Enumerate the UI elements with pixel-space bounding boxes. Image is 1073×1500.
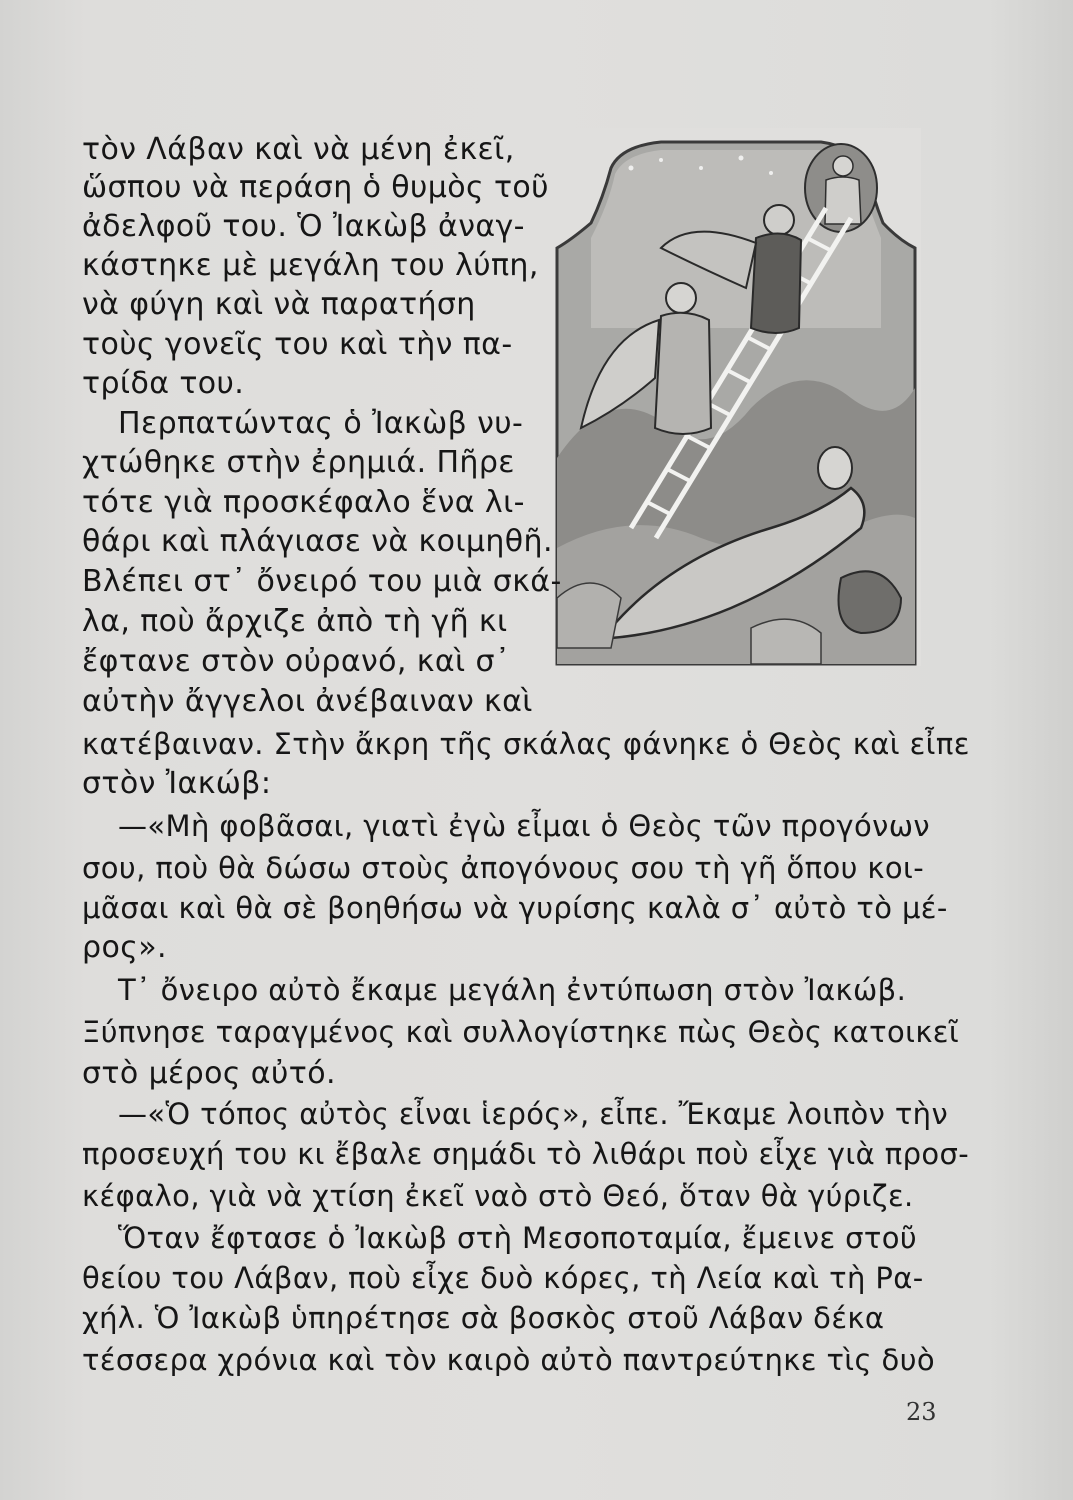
text-line: ἀδελφοῦ του. Ὁ Ἰακὼβ ἀναγ- bbox=[82, 209, 525, 244]
text-line: τέσσερα χρόνια καὶ τὸν καιρὸ αὐτὸ παντρεύτηκε τὶς δυὸ bbox=[82, 1343, 936, 1377]
text-line: κατέβαιναν. Στὴν ἄκρη τῆς σκάλας φάνηκε ὁ Θεὸς καὶ εἶπε bbox=[82, 727, 970, 761]
text-line: σου, ποὺ θὰ δώσω στοὺς ἀπογόνους σου τὴ γῆ ὅπου κοι- bbox=[82, 851, 925, 885]
text-line: —«Μὴ φοβᾶσαι, γιατὶ ἐγὼ εἶμαι ὁ Θεὸς τῶν προγόνων bbox=[118, 809, 931, 843]
text-line: χήλ. Ὁ Ἰακὼβ ὑπηρέτησε σὰ βοσκὸς στοῦ Λάβαν δέκα bbox=[82, 1301, 885, 1335]
text-line: —«Ὁ τόπος αὐτὸς εἶναι ἱερός», εἶπε. Ἔκαμε λοιπὸν τὴν bbox=[118, 1097, 949, 1131]
text-line: αὐτὴν ἄγγελοι ἀνέβαιναν καὶ bbox=[82, 684, 533, 719]
text-line: μᾶσαι καὶ θὰ σὲ βοηθήσω νὰ γυρίσης καλὰ σ᾿ αὐτὸ τὸ μέ- bbox=[82, 891, 948, 925]
text-line: θάρι καὶ πλάγιασε νὰ κοιμηθῆ. bbox=[82, 524, 553, 559]
text-line: κέφαλο, γιὰ νὰ χτίση ἐκεῖ ναὸ στὸ Θεό, ὅταν θὰ γύριζε. bbox=[82, 1179, 914, 1213]
text-line: Ὅταν ἔφτασε ὁ Ἰακὼβ στὴ Μεσοποταμία, ἔμεινε στοῦ bbox=[118, 1221, 918, 1255]
text-line: νὰ φύγη καὶ νὰ παρατήση bbox=[82, 287, 476, 322]
text-line: Τ᾿ ὄνειρο αὐτὸ ἔκαμε μεγάλη ἐντύπωση στὸν Ἰακώβ. bbox=[118, 973, 907, 1007]
text-line: ὥσπου νὰ περάση ὁ θυμὸς τοῦ bbox=[82, 170, 549, 205]
text-line: τότε γιὰ προσκέφαλο ἕνα λι- bbox=[82, 485, 525, 520]
text-line: θείου του Λάβαν, ποὺ εἶχε δυὸ κόρες, τὴ Λεία καὶ τὴ Ρα- bbox=[82, 1261, 924, 1295]
text-line: τρίδα του. bbox=[82, 366, 245, 401]
text-line: στὸ μέρος αὐτό. bbox=[82, 1056, 336, 1091]
text-line: Ξύπνησε ταραγμένος καὶ συλλογίστηκε πὼς Θεὸς κατοικεῖ bbox=[82, 1015, 960, 1049]
jacobs-ladder-illustration bbox=[551, 128, 921, 666]
page-number: 23 bbox=[906, 1398, 937, 1426]
text-line: ἔφτανε στὸν οὐρανό, καὶ σ᾿ bbox=[82, 644, 511, 679]
text-line: τοὺς γονεῖς του καὶ τὴν πα- bbox=[82, 327, 513, 362]
text-line: χτώθηκε στὴν ἐρημιά. Πῆρε bbox=[82, 445, 515, 480]
text-line: προσευχή του κι ἔβαλε σημάδι τὸ λιθάρι ποὺ εἶχε γιὰ προσ- bbox=[82, 1137, 970, 1171]
text-line: ρος». bbox=[82, 930, 167, 965]
text-line: κάστηκε μὲ μεγάλη του λύπη, bbox=[82, 248, 539, 283]
text-line: στὸν Ἰακώβ: bbox=[82, 766, 272, 801]
text-line: τὸν Λάβαν καὶ νὰ μένη ἐκεῖ, bbox=[82, 132, 515, 167]
text-line: Βλέπει στ᾿ ὄνειρό του μιὰ σκά- bbox=[82, 564, 562, 599]
text-line: Περπατώντας ὁ Ἰακὼβ νυ- bbox=[118, 406, 524, 441]
text-line: λα, ποὺ ἄρχιζε ἀπὸ τὴ γῆ κι bbox=[82, 604, 508, 639]
